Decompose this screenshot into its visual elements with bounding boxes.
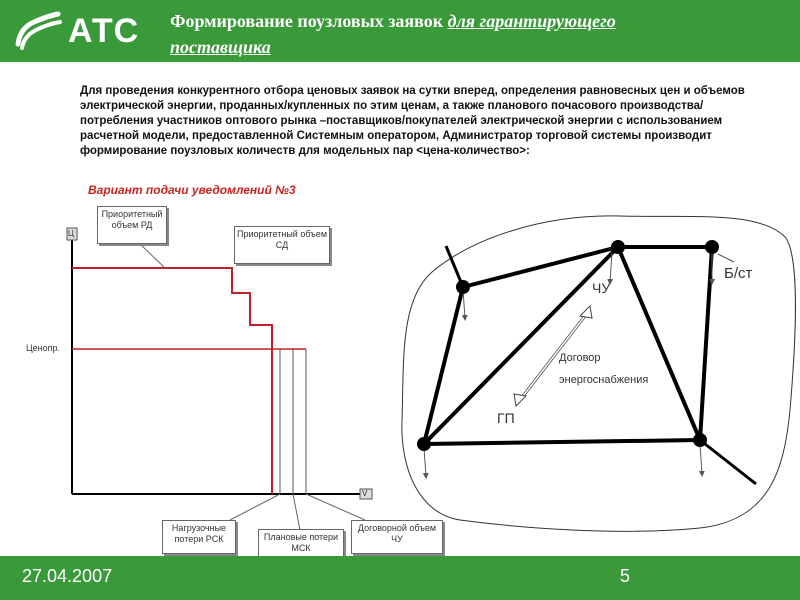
logo-text: АТС bbox=[68, 12, 140, 50]
pointer-contract bbox=[306, 494, 365, 520]
label-chu: ЧУ bbox=[592, 280, 611, 296]
node-1 bbox=[456, 280, 470, 294]
pointer-rd bbox=[140, 244, 165, 268]
intro-paragraph: Для проведения конкурентного отбора ценовых заявок на сутки вперед, определения равновесных цен и объемов электрической энергии, проданных/купленных по этим ценам, а также планового почасового производства/потребления участников оптового рынка –поставщиков/покупателей электрической энергии с использованием расчетной модели, предоставленной Системным оператором, Администратор торговой системы производит формирование поузловых количеств для модельных пар <цена-количество>: bbox=[80, 85, 745, 157]
node-bst bbox=[705, 240, 719, 254]
label-contract-1: Договор bbox=[559, 352, 601, 364]
node-chu bbox=[611, 240, 625, 254]
edge-left bbox=[424, 287, 463, 444]
callout-contract-volume: Договорной объем ЧУ bbox=[351, 520, 443, 554]
variant-title: Вариант подачи уведомлений №3 bbox=[88, 183, 296, 197]
edge-diagonal bbox=[424, 247, 618, 444]
edge-right bbox=[700, 247, 712, 440]
stub-bottom-right bbox=[700, 440, 756, 484]
title-italic-1: для гарантирующего bbox=[447, 11, 616, 31]
contract-arrow-head-top-icon bbox=[580, 306, 592, 318]
label-contract-2: энергоснабжения bbox=[559, 374, 649, 386]
contract-arrow-head-bottom-icon bbox=[514, 394, 526, 406]
title-plain: Формирование поузловых заявок bbox=[170, 11, 448, 31]
title-italic-2: поставщика bbox=[170, 37, 271, 57]
callout-priority-sd: Приоритетный объем СД bbox=[234, 226, 330, 264]
price-label: Ценопр. bbox=[26, 343, 61, 353]
edge-center-right bbox=[618, 247, 700, 440]
pointer-bst bbox=[718, 254, 734, 262]
arrow-node5 bbox=[700, 444, 702, 474]
axis-x-label: V bbox=[362, 489, 368, 498]
label-bst: Б/ст bbox=[724, 265, 753, 282]
arrow-gp bbox=[424, 448, 426, 476]
axis-y-label: Ц bbox=[68, 229, 74, 238]
footer-bar bbox=[0, 556, 800, 600]
callout-planned-losses: Плановые потери МСК bbox=[258, 529, 344, 559]
step-curve bbox=[72, 268, 272, 494]
footer-date: 27.04.2007 bbox=[22, 566, 113, 586]
left-chart bbox=[67, 228, 372, 530]
node-5 bbox=[693, 433, 707, 447]
callout-priority-rd: Приоритетный объем РД bbox=[97, 206, 167, 244]
edge-bottom bbox=[424, 440, 700, 444]
node-gp bbox=[417, 437, 431, 451]
pointer-load bbox=[230, 494, 280, 520]
label-gp: ГП bbox=[497, 410, 515, 426]
arrow-node1 bbox=[463, 290, 465, 318]
page-number: 5 bbox=[620, 566, 631, 586]
callout-load-losses: Нагрузочные потери РСК bbox=[162, 520, 236, 554]
pointer-planned bbox=[293, 494, 300, 530]
